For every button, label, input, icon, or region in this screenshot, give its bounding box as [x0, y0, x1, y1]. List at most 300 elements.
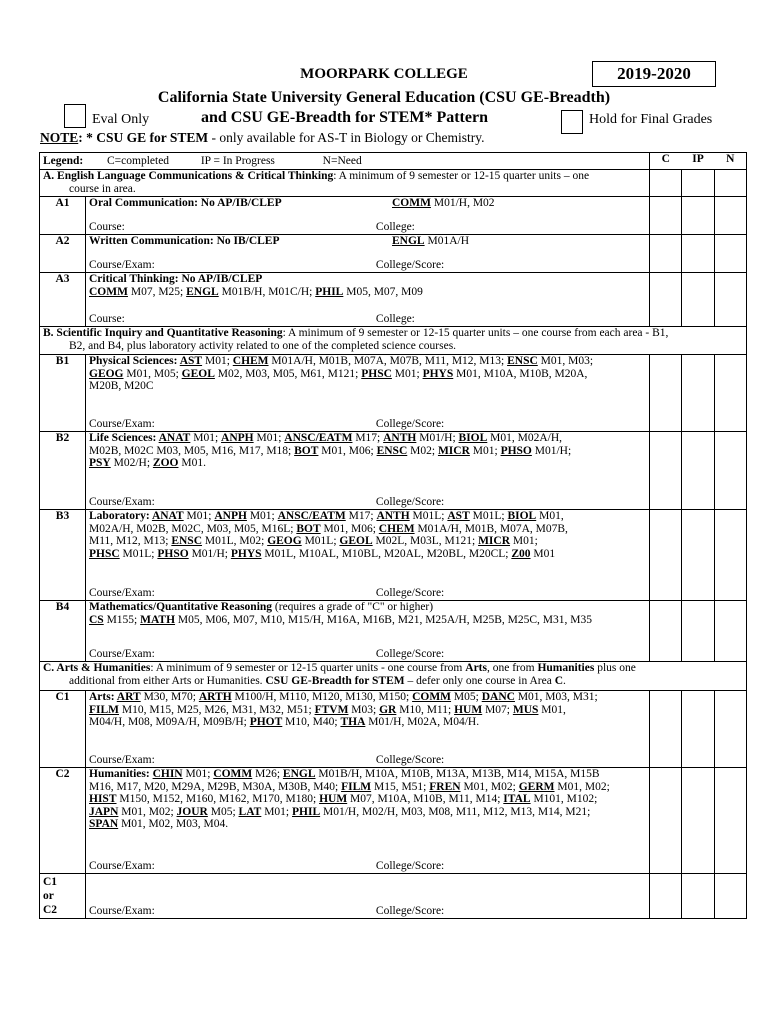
course-numbers: M17; [345, 510, 377, 522]
b1-college-label: College/Score: [375, 417, 445, 430]
course-numbers: M01; [510, 535, 538, 547]
section_c-c2-l3-segments [89, 793, 597, 805]
c1c2-course-label: Course/Exam: [89, 904, 155, 917]
a1-subject: COMM [392, 197, 431, 209]
course-numbers: M10, M11; [396, 703, 455, 716]
c2-line5 [89, 818, 646, 831]
subject-code: PHIL [292, 805, 321, 818]
course-numbers: M02L, M03L, M121; [372, 535, 479, 547]
b4-course-label: Course/Exam: [89, 647, 155, 660]
subject-code: GEOL [181, 367, 215, 380]
b2-college-label: College/Score: [375, 495, 445, 508]
course-numbers: M01. [178, 457, 206, 469]
b3-line2 [89, 523, 646, 536]
course-numbers: M01, M02; [118, 805, 177, 818]
section_b-b1-l1-segments [180, 355, 593, 367]
code-b2: B2 [40, 432, 86, 510]
c2-line3 [89, 793, 646, 806]
b2-label: Life Sciences: [89, 432, 159, 444]
row-b2 [40, 432, 747, 510]
c1-course-label: Course/Exam: [89, 753, 155, 766]
section-a-text: : A minimum of 9 semester or 12-15 quarter units – one [333, 170, 590, 182]
course-numbers: M02B, M02C M03, M05, M16, M17, M18; [89, 444, 295, 457]
code-a3: A3 [40, 273, 86, 327]
b1-n-box[interactable] [715, 355, 747, 432]
course-numbers: M100/H, M110, M120, M130, M150; [231, 691, 413, 703]
course-numbers: M01B/H, M10A, M10B, M13A, M13B, M14, M15A, M15B [315, 768, 600, 780]
c1-line3 [89, 716, 646, 729]
b3-line4 [89, 548, 646, 561]
subject-code: ZOO [152, 457, 179, 469]
content-c1-or-c2 [86, 874, 650, 919]
course-numbers: M01/H; [416, 432, 459, 444]
a3-subject-phil: PHIL [315, 285, 344, 298]
content-a1 [86, 197, 650, 235]
course-numbers: M01; [469, 444, 501, 457]
subject-code: ANTH [376, 510, 410, 522]
section-c-description [40, 662, 747, 691]
subject-code: AST [447, 510, 470, 522]
ge-breadth-table [39, 152, 747, 919]
a1-title: Oral Communication: No AP/IB/CLEP [89, 197, 282, 209]
a3-n-box[interactable] [715, 273, 747, 327]
course-numbers: M02; [407, 444, 438, 457]
subject-code: ANPH [214, 510, 247, 522]
course-numbers: M01, M02; [554, 780, 610, 793]
section_c-c2-l2-segments [89, 781, 610, 793]
subject-code: FREN [429, 780, 461, 793]
hold-final-grades-label: Hold for Final Grades [589, 112, 713, 127]
a1-c-box[interactable] [650, 197, 682, 235]
b3-c-box[interactable] [650, 510, 682, 601]
subject-code: DANC [481, 691, 515, 703]
section_b-b1-l2-segments [89, 368, 587, 380]
section_c-c2-l1-segments [153, 768, 600, 780]
course-numbers: M10, M40; [282, 716, 341, 728]
c1c2-n-box[interactable] [715, 874, 747, 919]
c1c2-or: or [43, 890, 54, 902]
a3-courses [89, 286, 646, 299]
code-c2: C2 [40, 768, 86, 874]
subject-code: GEOG [267, 535, 302, 547]
a2-college-label: College/Score: [375, 258, 445, 271]
course-numbers: M02, M03, M05, M61, M121; [214, 367, 362, 380]
code-b1: B1 [40, 355, 86, 432]
section-c-t3: plus one [594, 662, 636, 674]
subject-code: MATH [140, 613, 176, 626]
subject-code: ART [116, 691, 141, 703]
section-a-ip [682, 170, 715, 197]
b3-line1 [89, 510, 646, 523]
c1-n-box[interactable] [715, 691, 747, 768]
section-a-text2: course in area. [69, 182, 136, 195]
college-name: MOORPARK COLLEGE [300, 66, 468, 82]
subject-code: GEOL [339, 535, 373, 547]
c2-c-box[interactable] [650, 768, 682, 874]
note-text: - only available for AS-T in Biology or Chemistry. [208, 130, 485, 145]
course-numbers: M05; [207, 805, 239, 818]
b2-course-label: Course/Exam: [89, 495, 155, 508]
subject-code: ANSC/EATM [284, 432, 353, 444]
b1-line1 [89, 355, 646, 368]
c2-ip-box[interactable] [682, 768, 715, 874]
course-numbers: M10, M15, M25, M26, M31, M32, M51; [119, 703, 315, 716]
col-ip-header: IP [682, 153, 715, 170]
a2-subject: ENGL [392, 235, 425, 247]
c1-line1 [89, 691, 646, 704]
section_b-b2-l2-segments [89, 445, 571, 457]
subject-code: FILM [89, 703, 120, 716]
subject-code: HIST [89, 793, 117, 805]
course-numbers: M15, M51; [371, 780, 430, 793]
a3-subject-engl: ENGL [186, 285, 219, 298]
section-c-t5: – defer only one course in Area [404, 674, 555, 687]
course-numbers: M01L; [409, 510, 448, 522]
section-a-n [715, 170, 747, 197]
subject-code: ANSC/EATM [277, 510, 346, 522]
a2-title-rest: : No IB/CLEP [209, 235, 280, 247]
content-a2 [86, 235, 650, 273]
content-b4 [86, 601, 650, 662]
section-c-stem: CSU GE-Breadth for STEM [265, 674, 405, 687]
subject-code: GEOG [89, 367, 124, 380]
b3-label: Laboratory: [89, 510, 152, 522]
section_c-c1-l3-segments [89, 716, 479, 728]
legend-row [40, 153, 747, 170]
c1-label: Arts: [89, 691, 117, 703]
b3-line3 [89, 535, 646, 548]
subject-code: BOT [296, 522, 321, 535]
row-a2 [40, 235, 747, 273]
section-c-t4: additional from either Arts or Humanities. [69, 674, 266, 687]
section-b-description [40, 327, 747, 355]
course-numbers: M01L; [469, 510, 508, 522]
legend-label: Legend: [43, 154, 84, 167]
b3-college-label: College/Score: [375, 586, 445, 599]
subject-code: FILM [341, 780, 372, 793]
a3-courses-engl: M01B/H, M01C/H; [218, 285, 316, 298]
course-numbers: M01, M02A/H, [487, 432, 563, 444]
content-a3 [86, 273, 650, 327]
c2-course-label: Course/Exam: [89, 859, 155, 872]
b2-line2 [89, 445, 646, 458]
code-c1-or-c2 [40, 874, 86, 919]
b4-title: Mathematics/Quantitative Reasoning [89, 601, 273, 613]
b3-ip-box[interactable] [682, 510, 715, 601]
a2-ip-box[interactable] [682, 235, 715, 273]
course-numbers: M04/H, M08, M09A/H, M09B/H; [89, 716, 250, 728]
subject-code: BOT [294, 444, 319, 457]
c1-c-box[interactable] [650, 691, 682, 768]
course-numbers: M01 [530, 547, 556, 560]
b4-c-box[interactable] [650, 601, 682, 662]
code-c1: C1 [40, 691, 86, 768]
course-numbers: M01; [391, 367, 423, 380]
form-subtitle: California State University General Education (CSU GE-Breadth) [157, 89, 611, 106]
course-numbers: M01, [538, 703, 566, 716]
c1c2-ip-box[interactable] [682, 874, 715, 919]
course-numbers: M07; [482, 703, 513, 716]
b4-line1 [89, 614, 646, 627]
b1-line3: M20B, M20C [89, 380, 154, 392]
course-numbers: M01; [182, 768, 214, 780]
subject-code: ANAT [158, 432, 191, 444]
row-b3 [40, 510, 747, 601]
section_b-b3-l2-segments [89, 523, 568, 535]
b2-line1 [89, 432, 646, 445]
subject-code: ARTH [198, 691, 232, 703]
subject-code: JOUR [176, 805, 208, 818]
b2-c-box[interactable] [650, 432, 682, 510]
section-b-text2: B2, and B4, plus laboratory activity related to one of the completed science courses. [69, 339, 457, 352]
course-numbers: M01/H, M02A, M04/H. [365, 716, 480, 728]
row-b4 [40, 601, 747, 662]
section-c-header [40, 662, 747, 691]
b2-ip-box[interactable] [682, 432, 715, 510]
a2-n-box[interactable] [715, 235, 747, 273]
course-numbers: M11, M12, M13; [89, 535, 172, 547]
a3-college-label: College: [375, 312, 415, 325]
section-a-header [40, 170, 747, 197]
legend-completed: C=completed [107, 154, 170, 167]
section-b-title: B. Scientific Inquiry and Quantitative Reasoning [43, 327, 283, 339]
content-b2 [86, 432, 650, 510]
legend [40, 153, 650, 170]
course-numbers: M01, M02; [460, 780, 519, 793]
course-numbers: M01; [246, 510, 278, 522]
subject-code: SPAN [89, 818, 119, 830]
hold-final-grades-checkbox[interactable] [561, 110, 583, 134]
subject-code: PHYS [422, 367, 454, 380]
course-numbers: M01/H; [188, 547, 231, 560]
subject-code: COMM [213, 768, 253, 780]
course-numbers: M01L, M02; [202, 535, 268, 547]
b2-line3 [89, 457, 646, 470]
course-numbers: M01A/H, M01B, M07A, M07B, [414, 522, 568, 535]
section-c-area: C [554, 674, 564, 687]
section-a-description [40, 170, 650, 197]
course-numbers: M01, M05; [123, 367, 182, 380]
legend-need: N=Need [322, 154, 362, 167]
c2-college-label: College/Score: [375, 859, 445, 872]
a1-ip-box[interactable] [682, 197, 715, 235]
a1-college-label: College: [375, 220, 415, 233]
a2-course-label: Course/Exam: [89, 258, 155, 271]
content-b1 [86, 355, 650, 432]
course-numbers: M01A/H, M01B, M07A, M07B, M11, M12, M13; [268, 355, 508, 367]
subject-code: ITAL [503, 793, 531, 805]
section-c-title: C. Arts & Humanities [43, 662, 151, 674]
section-b-header [40, 327, 747, 355]
a3-ip-box[interactable] [682, 273, 715, 327]
course-numbers: M01, M06; [320, 522, 379, 535]
course-numbers: M05; [451, 691, 482, 703]
c1c2-college-label: College/Score: [375, 904, 445, 917]
b4-line0 [89, 601, 646, 614]
content-c2 [86, 768, 650, 874]
subject-code: HUM [454, 703, 483, 716]
section_b-b3-l4-segments [89, 548, 555, 560]
subject-code: PSY [89, 457, 111, 469]
course-numbers: M01L; [301, 535, 340, 547]
c1-line2 [89, 704, 646, 717]
a3-courses-phil: M05, M07, M09 [343, 285, 423, 298]
section-c-humanities: Humanities [537, 662, 595, 674]
course-numbers: M01, M02, M03, M04. [118, 818, 229, 830]
section_c-c2-l4-segments [89, 806, 590, 818]
course-numbers: M02A/H, M02B, M02C, M03, M05, M16L; [89, 522, 297, 535]
subject-code: PHSC [361, 367, 392, 380]
section-a-c [650, 170, 682, 197]
row-c1 [40, 691, 747, 768]
section_c-c2-l5-segments [89, 818, 228, 830]
course-numbers: M01; [261, 805, 292, 818]
subject-code: CS [89, 613, 104, 626]
a1-courses: M01/H, M02 [430, 197, 495, 209]
c1-college-label: College/Score: [375, 753, 445, 766]
section-c-t6: . [563, 674, 566, 687]
c2-label: Humanities: [89, 768, 153, 780]
c2-line2 [89, 781, 646, 794]
subject-code: ENSC [376, 444, 408, 457]
note-bold: : * CSU GE for STEM [78, 130, 209, 145]
eval-only-label: Eval Only [92, 112, 150, 127]
course-numbers: M02/H; [110, 457, 153, 469]
course-numbers: M01L; [119, 547, 158, 560]
academic-year: 2019-2020 [592, 61, 716, 87]
b4-requirement: (requires a grade of "C" or higher) [272, 601, 434, 613]
section_b-b2-l3-segments [89, 457, 206, 469]
a3-course-label: Course: [89, 312, 125, 325]
subject-code: BIOL [507, 510, 537, 522]
c1c2-c2: C2 [43, 904, 58, 916]
subject-code: CHEM [378, 522, 415, 535]
row-c1-or-c2 [40, 874, 747, 919]
a3-c-box[interactable] [650, 273, 682, 327]
section_c-c1-l1-segments [117, 691, 598, 703]
section-b-text: : A minimum of 9 semester or 12-15 quarter units – one course from each area - B1, [282, 327, 669, 339]
row-c2 [40, 768, 747, 874]
c1-ip-box[interactable] [682, 691, 715, 768]
subject-code: BIOL [458, 432, 488, 444]
subject-code: MICR [478, 535, 511, 547]
course-numbers: M101, M102; [530, 793, 598, 805]
a3-title: Critical Thinking: No AP/IB/CLEP [89, 273, 263, 285]
b1-c-box[interactable] [650, 355, 682, 432]
row-a3 [40, 273, 747, 327]
b4-n-box[interactable] [715, 601, 747, 662]
section_b-b4-l1-segments [89, 614, 592, 626]
note-line [40, 130, 485, 146]
subject-code: PHSC [89, 547, 120, 560]
subject-code: CHEM [232, 355, 269, 367]
a2-c-box[interactable] [650, 235, 682, 273]
subject-code: GR [379, 703, 397, 716]
b4-ip-box[interactable] [682, 601, 715, 662]
a3-courses-comm: M07, M25; [127, 285, 187, 298]
a1-n-box[interactable] [715, 197, 747, 235]
eval-only-checkbox[interactable] [64, 104, 86, 128]
course-numbers: M16, M17, M20, M29A, M29B, M30A, M30B, M40; [89, 780, 342, 793]
subject-code: JAPN [89, 805, 119, 818]
course-numbers: M17; [352, 432, 384, 444]
course-numbers: M01, [536, 510, 564, 522]
section_c-c1-l2-segments [89, 704, 566, 716]
course-numbers: M01; [183, 510, 215, 522]
code-a2: A2 [40, 235, 86, 273]
section-c-t1: : A minimum of 9 semester or 12-15 quarter units - one course from [150, 662, 466, 674]
b4-college-label: College/Score: [375, 647, 445, 660]
subject-code: THA [340, 716, 366, 728]
row-a1 [40, 197, 747, 235]
a2-courses: M01A/H [424, 235, 469, 247]
code-b4: B4 [40, 601, 86, 662]
content-b3 [86, 510, 650, 601]
c2-line1 [89, 768, 646, 781]
b1-course-label: Course/Exam: [89, 417, 155, 430]
course-numbers: M01; [253, 432, 285, 444]
c1c2-c1: C1 [43, 876, 58, 888]
course-numbers: M01; [202, 355, 233, 367]
b1-ip-box[interactable] [682, 355, 715, 432]
course-numbers: M01, M03, M31; [514, 691, 598, 703]
b2-n-box[interactable] [715, 432, 747, 510]
b1-label: Physical Sciences: [89, 355, 180, 367]
row-b1 [40, 355, 747, 432]
course-numbers: M01, M06; [318, 444, 377, 457]
subject-code: PHSO [157, 547, 189, 560]
subject-code: ANAT [151, 510, 184, 522]
stem-pattern-title: and CSU GE-Breadth for STEM* Pattern [201, 109, 488, 126]
subject-code: ENGL [282, 768, 316, 780]
subject-code: MUS [512, 703, 539, 716]
subject-code: LAT [238, 805, 262, 818]
subject-code: CHIN [152, 768, 183, 780]
subject-code: ANPH [221, 432, 254, 444]
a3-subject-comm: COMM [89, 285, 128, 298]
c2-n-box[interactable] [715, 768, 747, 874]
code-b3: B3 [40, 510, 86, 601]
a1-course-label: Course: [89, 220, 125, 233]
subject-code: COMM [412, 691, 452, 703]
subject-code: ENSC [507, 355, 538, 367]
subject-code: FTVM [314, 703, 349, 716]
course-numbers: M01/H; [531, 444, 572, 457]
c2-line4 [89, 806, 646, 819]
subject-code: Z00 [511, 547, 531, 560]
course-numbers: M01L, M10AL, M10BL, M20AL, M20BL, M20CL; [261, 547, 512, 560]
subject-code: HUM [319, 793, 348, 805]
section-c-t2: , one from [486, 662, 538, 674]
b3-n-box[interactable] [715, 510, 747, 601]
b3-course-label: Course/Exam: [89, 586, 155, 599]
subject-code: PHSO [500, 444, 532, 457]
subject-code: PHYS [230, 547, 262, 560]
course-numbers: M01, M10A, M10B, M20A, [453, 367, 588, 380]
course-numbers: M155; [103, 613, 141, 626]
course-numbers: M01/H, M02/H, M03, M08, M11, M12, M13, M14, M21; [320, 805, 591, 818]
course-numbers: M01; [190, 432, 222, 444]
subject-code: PHOT [249, 716, 283, 728]
b1-line2 [89, 368, 646, 381]
course-numbers: M26; [252, 768, 283, 780]
content-c1 [86, 691, 650, 768]
subject-code: MICR [437, 444, 470, 457]
c1c2-c-box[interactable] [650, 874, 682, 919]
a2-title: Written Communication [89, 235, 210, 247]
course-numbers: M05, M06, M07, M10, M15/H, M16A, M16B, M21, M25A/H, M25B, M25C, M31, M35 [175, 613, 592, 626]
subject-code: GERM [518, 780, 555, 793]
